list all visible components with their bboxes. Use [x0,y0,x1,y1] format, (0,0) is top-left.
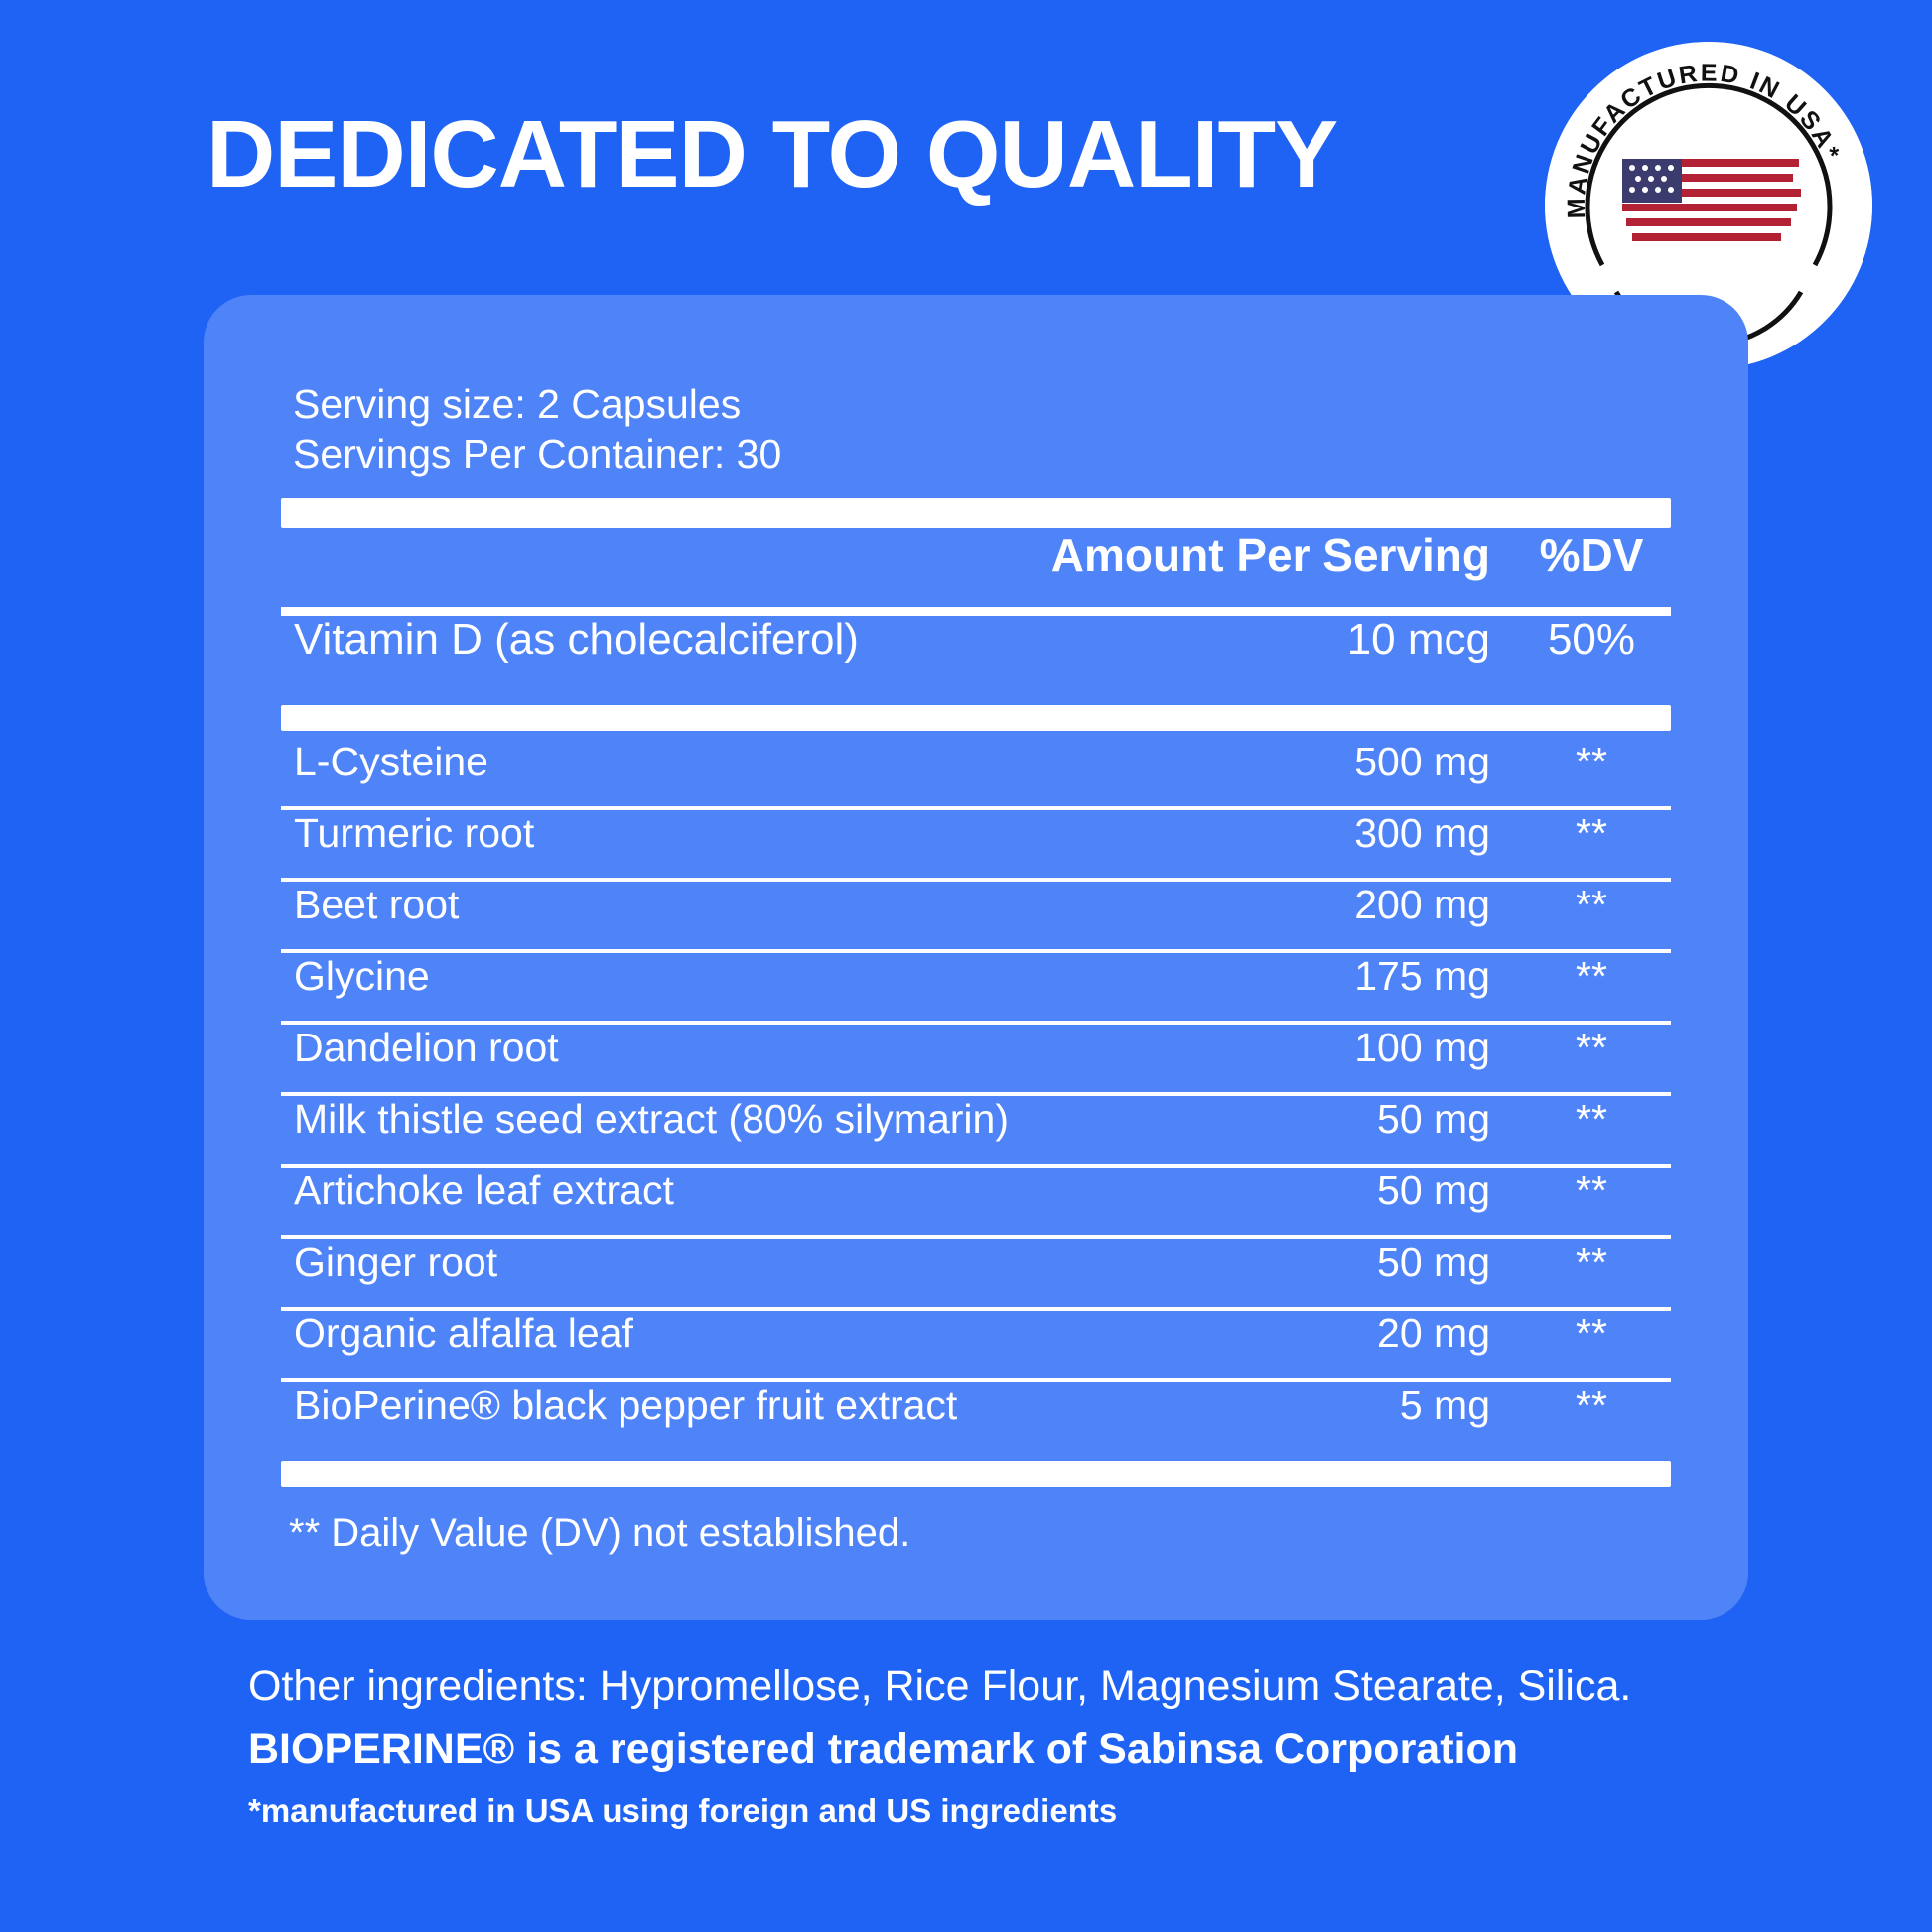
row-dv: ** [1576,810,1607,856]
bottom-info [248,1660,1797,1830]
serving-size: Serving size: 2 Capsules [293,381,742,427]
manufactured-note: *manufactured in USA using foreign and US ingredients [248,1792,1118,1830]
table-row [281,1311,1671,1382]
row-name: BioPerine® black pepper fruit extract [294,1382,958,1428]
table-row [281,1239,1671,1311]
row-dv: ** [1576,1096,1607,1142]
svg-text:MANUFACTURED IN USA*: MANUFACTURED IN USA* [1562,59,1847,219]
trademark-notice: BIOPERINE® is a registered trademark of Sabinsa Corporation [248,1725,1519,1774]
row-dv: ** [1576,1025,1607,1070]
row-dv: ** [1576,1382,1607,1428]
row-name: Artichoke leaf extract [294,1168,674,1213]
table-row [281,1096,1671,1168]
row-name: Beet root [294,882,460,927]
table-row [281,1168,1671,1239]
row-dv: ** [1576,953,1607,999]
row-amount: 50 mg [1377,1239,1490,1285]
row-name: Ginger root [294,1239,498,1285]
mid-divider-bar [281,705,1671,731]
row-name: Dandelion root [294,1025,559,1070]
dv-footnote: ** Daily Value (DV) not established. [289,1511,911,1555]
other-ingredients: Other ingredients: Hypromellose, Rice Flour, Magnesium Stearate, Silica. [248,1662,1632,1710]
table-header-row [281,528,1671,616]
serving-info [293,379,781,479]
row-dv: ** [1576,1311,1607,1356]
row-name: Milk thistle seed extract (80% silymarin) [294,1096,1009,1142]
row-name: Vitamin D (as cholecalciferol) [294,616,859,664]
row-dv: ** [1576,1239,1607,1285]
row-amount: 500 mg [1354,739,1490,784]
row-amount: 200 mg [1354,882,1490,927]
table-row [281,810,1671,882]
header-amount-per-serving: Amount Per Serving [1050,529,1490,581]
row-amount: 50 mg [1377,1096,1490,1142]
supplement-facts-table [281,498,1671,1556]
table-row [281,739,1671,810]
row-dv: ** [1576,882,1607,927]
row-dv: 50% [1547,616,1636,664]
row-amount: 175 mg [1354,953,1490,999]
row-amount: 5 mg [1399,1382,1490,1428]
mid-divider-wrap [281,697,1671,739]
row-amount: 50 mg [1377,1168,1490,1213]
top-divider-bar [281,498,1671,528]
row-name: Glycine [294,953,430,999]
row-name: L-Cysteine [294,739,488,784]
bottom-divider-bar [281,1461,1671,1487]
row-amount: 10 mcg [1346,616,1490,664]
table-row [281,1025,1671,1096]
header-percent-dv: %DV [1539,529,1644,581]
table-row [281,953,1671,1025]
header-rule [281,607,1671,616]
table-row [281,882,1671,953]
supplement-facts-panel [204,295,1748,1620]
row-dv: ** [1576,739,1607,784]
table-row [281,1382,1671,1453]
row-name: Turmeric root [294,810,535,856]
bottom-divider-wrap [281,1453,1671,1495]
row-amount: 20 mg [1377,1311,1490,1356]
row-dv: ** [1576,1168,1607,1213]
table-row [281,616,1671,697]
page-title: DEDICATED TO QUALITY [207,101,1338,207]
row-amount: 300 mg [1354,810,1490,856]
servings-per-container: Servings Per Container: 30 [293,431,782,478]
row-amount: 100 mg [1354,1025,1490,1070]
row-name: Organic alfalfa leaf [294,1311,633,1356]
